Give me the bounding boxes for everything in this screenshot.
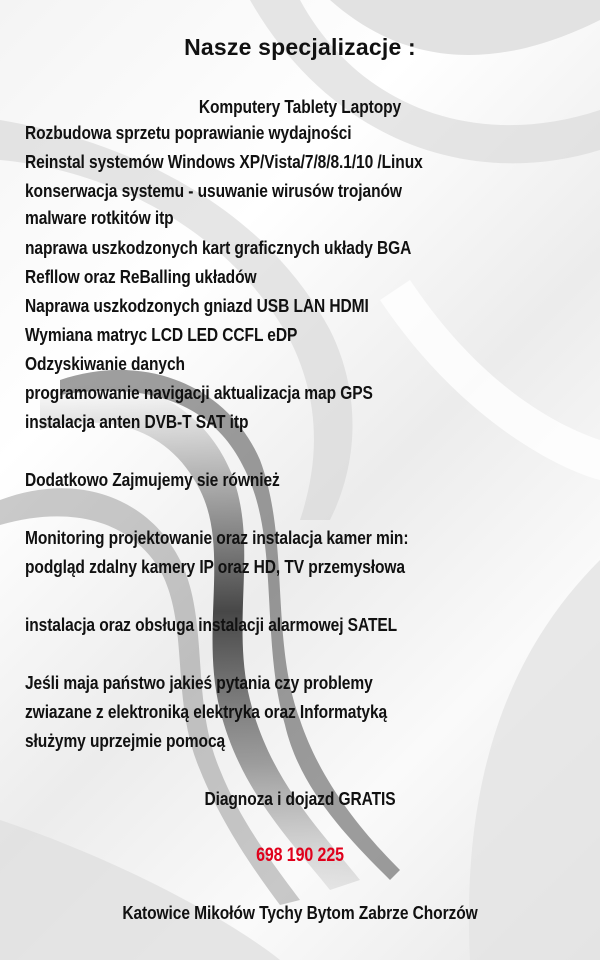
diagnosis-line: Diagnoza i dojazd GRATIS xyxy=(204,788,396,809)
service-item: instalacja anten DVB-T SAT itp xyxy=(25,411,249,432)
page-title: Nasze specjalizacje : xyxy=(184,34,416,60)
service-item: Odzyskiwanie danych xyxy=(25,353,185,374)
service-item: Wymiana matryc LCD LED CCFL eDP xyxy=(25,324,298,345)
service-item: naprawa uszkodzonych kart graficznych układy BGA xyxy=(25,237,412,258)
questions-line: służymy uprzejmie pomocą xyxy=(25,730,226,751)
cities-line: Katowice Mikołów Tychy Bytom Zabrze Chorzów xyxy=(122,902,478,923)
questions-line: Jeśli maja państwo jakieś pytania czy problemy xyxy=(25,672,373,693)
service-item: programowanie navigacji aktualizacja map GPS xyxy=(25,382,373,403)
service-item: konserwacja systemu - usuwanie wirusów trojanów xyxy=(25,180,402,201)
phone-number: 698 190 225 xyxy=(256,845,344,866)
service-item: Reinstal systemów Windows XP/Vista/7/8/8.1/10 /Linux xyxy=(25,151,423,172)
service-item: Refllow oraz ReBalling układów xyxy=(25,266,257,287)
alarm-line: instalacja oraz obsługa instalacji alarmowej SATEL xyxy=(25,614,398,635)
monitoring-line: Monitoring projektowanie oraz instalacja kamer min: xyxy=(25,527,409,548)
service-item: Naprawa uszkodzonych gniazd USB LAN HDMI xyxy=(25,295,369,316)
service-item: malware rotkitów itp xyxy=(25,207,174,228)
additional-heading: Dodatkowo Zajmujemy sie również xyxy=(25,469,280,490)
monitoring-line: podgląd zdalny kamery IP oraz HD, TV przemysłowa xyxy=(25,556,405,577)
service-item: Rozbudowa sprzetu poprawianie wydajności xyxy=(25,122,352,143)
services-heading: Komputery Tablety Laptopy xyxy=(198,96,402,117)
questions-line: zwiazane z elektroniką elektryka oraz Informatyką xyxy=(25,701,388,722)
